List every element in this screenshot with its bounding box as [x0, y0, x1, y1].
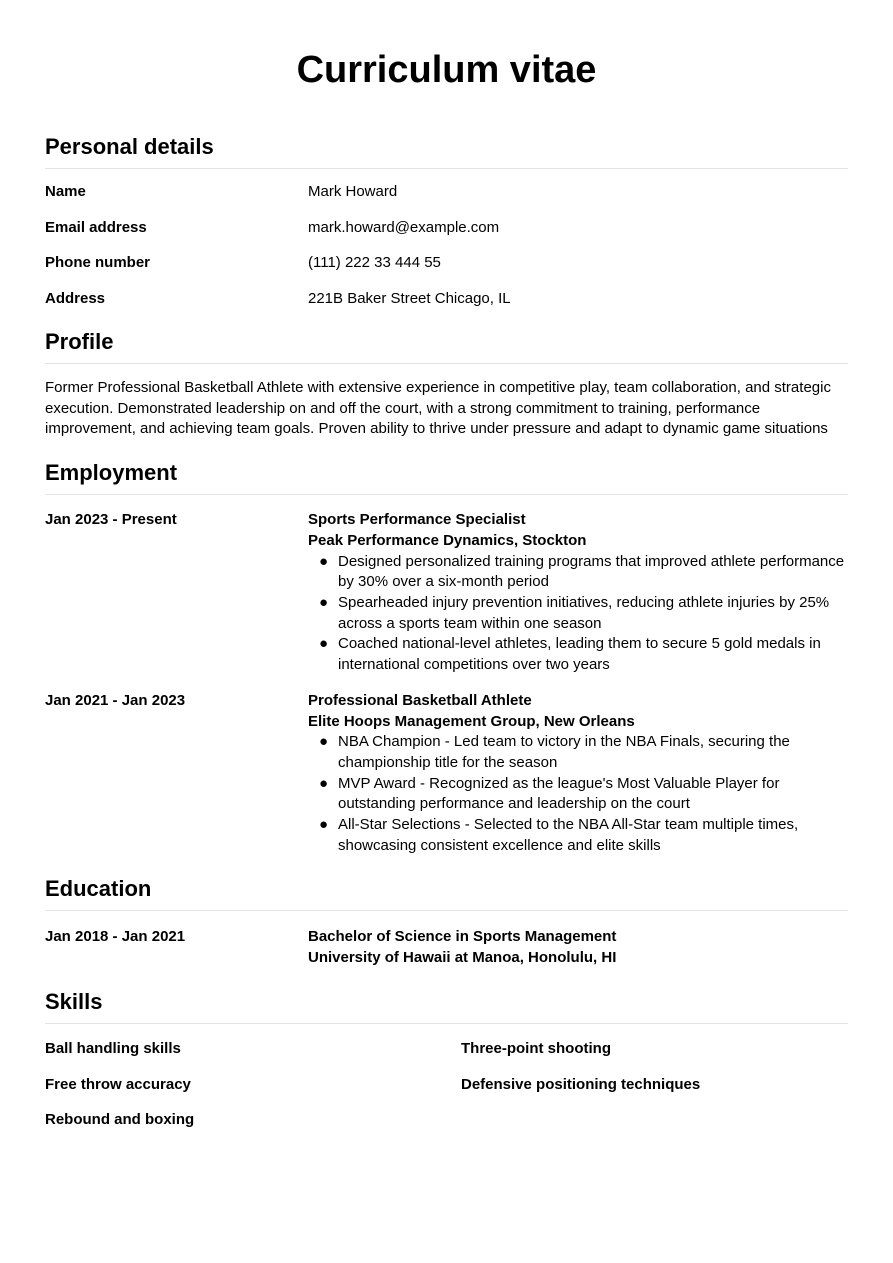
education-section: [45, 876, 848, 968]
bullet-icon: ●: [319, 774, 329, 792]
personal-details-table: [45, 182, 848, 309]
detail-row-name: [45, 182, 848, 202]
job-title: Professional Basketball Athlete: [308, 691, 532, 709]
skills-grid: [45, 1039, 848, 1130]
skills-section: [45, 989, 848, 1130]
skill-item: Ball handling skills: [45, 1039, 181, 1057]
employer: Peak Performance Dynamics, Stockton: [308, 531, 587, 549]
achievement-list: [308, 552, 848, 676]
education-entries: [45, 927, 848, 968]
employer: Elite Hoops Management Group, New Orleans: [308, 712, 635, 730]
degree: Bachelor of Science in Sports Management: [308, 928, 617, 946]
section-heading-personal: Personal details: [45, 134, 848, 169]
achievement-text: All-Star Selections - Selected to the NBA All-Star team multiple times, showcasing consistent excellence and elite skills: [338, 816, 799, 854]
detail-value: Mark Howard: [308, 183, 398, 200]
bullet-icon: ●: [319, 593, 329, 611]
profile-summary: Former Professional Basketball Athlete with extensive experience in competitive play, team collaboration, and strategic execution. Demonstrated leadership on and off the court, with a strong commitment to training, performance improvement, and achieving team goals. Proven ability to thrive under pressure and adapt to dynamic game situations: [45, 379, 831, 438]
skill-item: Free throw accuracy: [45, 1075, 191, 1093]
personal-details-section: [45, 134, 848, 309]
bullet-icon: ●: [319, 552, 329, 570]
detail-value: 221B Baker Street Chicago, IL: [308, 290, 511, 308]
detail-row-phone: [45, 253, 848, 273]
job-title: Sports Performance Specialist: [308, 511, 526, 529]
achievement-item: [308, 815, 848, 856]
entry-body: [308, 510, 848, 676]
achievement-item: [308, 732, 848, 773]
skill-item: Three-point shooting: [461, 1039, 611, 1057]
bullet-icon: ●: [319, 816, 329, 834]
achievement-list: [308, 732, 848, 856]
skill-item: Rebound and boxing: [45, 1111, 195, 1129]
entry-dates: Jan 2023 - Present: [45, 511, 177, 529]
profile-section: [45, 329, 848, 440]
achievement-text: MVP Award - Recognized as the league's Most Valuable Player for outstanding performance and leadership on the court: [338, 774, 780, 813]
achievement-item: [308, 552, 848, 593]
employment-entry: [45, 691, 848, 857]
achievement-item: [308, 634, 848, 675]
achievement-text: Designed personalized training programs that improved athlete performance by 30% over a six-month period: [338, 552, 845, 591]
employment-entry: [45, 510, 848, 676]
skill-item: Defensive positioning techniques: [461, 1075, 701, 1093]
detail-value: mark.howard@example.com: [308, 218, 500, 236]
section-heading-skills: Skills: [45, 989, 848, 1024]
employment-entries: [45, 510, 848, 856]
employment-section: [45, 460, 848, 856]
entry-body: [308, 691, 848, 857]
school: University of Hawaii at Manoa, Honolulu, HI: [308, 949, 617, 967]
achievement-item: [308, 593, 848, 634]
section-heading-education: Education: [45, 876, 848, 911]
detail-row-email: [45, 218, 848, 238]
document-title: Curriculum vitae: [296, 49, 597, 91]
detail-value: (111) 222 33 444 55: [308, 254, 441, 272]
bullet-icon: ●: [319, 733, 329, 751]
entry-dates: Jan 2021 - Jan 2023: [45, 691, 186, 709]
detail-label: Phone number: [45, 254, 151, 272]
entry-body: [308, 927, 848, 968]
detail-label: Address: [45, 290, 106, 308]
entry-dates: Jan 2018 - Jan 2021: [45, 928, 186, 946]
detail-row-address: [45, 289, 848, 309]
achievement-item: [308, 774, 848, 815]
detail-label: Name: [45, 183, 86, 200]
achievement-text: Spearheaded injury prevention initiatives, reducing athlete injuries by 25% across a sports team within one season: [338, 593, 830, 632]
detail-label: Email address: [45, 218, 147, 236]
bullet-icon: ●: [319, 635, 329, 653]
section-heading-employment: Employment: [45, 460, 848, 495]
education-entry: [45, 927, 848, 968]
section-heading-profile: Profile: [45, 329, 848, 364]
achievement-text: Coached national-level athletes, leading them to secure 5 gold medals in international competitions over two years: [338, 635, 821, 674]
achievement-text: NBA Champion - Led team to victory in the NBA Finals, securing the championship title for the season: [338, 733, 790, 771]
